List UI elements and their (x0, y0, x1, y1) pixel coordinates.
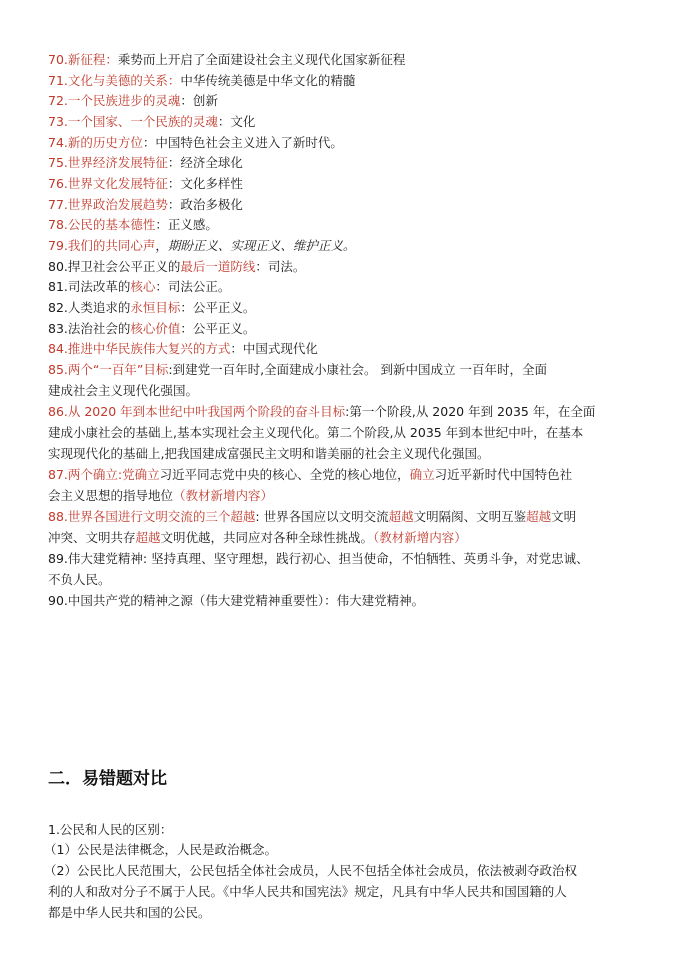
list-item (48, 71, 648, 91)
item-value: 文明隔阂、文明互鉴 (413, 509, 527, 524)
item-key: 世界经济发展特征 (67, 155, 168, 170)
item-key: 世界文化发展特征 (67, 176, 168, 191)
answer-point: （1）公民是法律概念，人民是政治概念。 (44, 842, 277, 857)
list-item (48, 277, 648, 297)
item-key: 核心价值 (130, 321, 181, 336)
list-item (48, 360, 648, 380)
list-item: 90.中国共产党的精神之源（伟大建党精神重要性）：伟大建党精神。 (48, 593, 425, 608)
list-item-cont: 实现现代化的基础上,把我国建成富强民主文明和谐美丽的社会主义现代化强国。 (48, 446, 490, 461)
item-value: ：公平正义。 (180, 321, 256, 336)
item-value: 政治多极化 (180, 197, 243, 212)
section-title: 二．易错题对比 (48, 769, 167, 789)
item-sep: ： (180, 93, 193, 108)
answer-point-cont: 利的人和敌对分子不属于人民。《中华人民共和国宪法》规定，凡具有中华人民共和国国籍的人 (48, 884, 567, 899)
list-item (48, 298, 648, 318)
item-key: 最后一道防线 (180, 259, 256, 274)
item-value: 文化 (230, 114, 256, 129)
item-number: 75. (48, 155, 68, 170)
item-number: 73. (48, 114, 68, 129)
item-key: 确立 (134, 467, 160, 482)
item-text: 82.人类追求的 (48, 300, 131, 315)
item-number: 71. (48, 73, 68, 88)
item-value: : 世界各国应以文明交流 (255, 509, 389, 524)
item-sep: ， (155, 238, 168, 253)
item-value: 文化多样性 (180, 176, 243, 191)
list-item (48, 257, 648, 277)
item-key: 文化与美德的关系 (67, 73, 168, 88)
item-key: 超越 (388, 509, 414, 524)
item-key: “一百年” (92, 362, 144, 377)
list-item (48, 507, 648, 527)
item-value: 正义感。 (167, 217, 218, 232)
note-tag: （教材新增内容） (173, 488, 274, 503)
item-number: 72. (48, 93, 68, 108)
item-key: 我们的共同心声 (67, 238, 156, 253)
list-item (48, 236, 648, 256)
item-sep: ： (217, 114, 231, 129)
list-item (48, 465, 648, 485)
item-value: :到建党一百年时,全面建成小康社会。 到新中国成立 一百年时，全面 (168, 362, 547, 377)
item-key: 确立 (409, 467, 435, 482)
item-value: 创新 (192, 93, 218, 108)
item-sep: :党 (117, 467, 135, 482)
list-item (48, 339, 648, 359)
item-value: ：司法。 (255, 259, 306, 274)
list-item (48, 50, 648, 70)
item-value: 习近平同志党中央的核心、全党的核心地位， (159, 467, 410, 482)
item-value: 经济全球化 (180, 155, 243, 170)
item-value: ：中国式现代化 (230, 341, 318, 356)
item-sep: ： (167, 73, 181, 88)
item-key: 一个国家、一个民族的灵魂 (67, 114, 218, 129)
list-item: 89.伟大建党精神: 坚持真理、坚守理想，践行初心、担当使命，不怕牺牲、英勇斗争，对党忠诚、 (48, 551, 589, 566)
item-number: 85.两个 (48, 362, 93, 377)
list-item (48, 91, 648, 111)
item-value: 习近平新时代中国特色社 (434, 467, 573, 482)
item-number: 70. (48, 52, 68, 67)
item-key: 新的历史方位 (67, 135, 143, 150)
item-value: ：司法公正。 (155, 279, 231, 294)
answer-point: （2）公民比人民范围大，公民包括全体社会成员，人民不包括全体社会成员，依法被剥夺政治权 (44, 863, 577, 878)
item-key: 87.两个确立 (48, 467, 118, 482)
item-text: 80.捍卫社会公平正义的 (48, 259, 181, 274)
list-item (48, 153, 648, 173)
item-number: 79. (48, 238, 68, 253)
item-value: ：公平正义。 (180, 300, 256, 315)
item-key: 新征程 (67, 52, 106, 67)
item-text: 83.法治社会的 (48, 321, 131, 336)
item-value: 文明 (551, 509, 577, 524)
item-sep: ： (142, 135, 156, 150)
list-item (48, 402, 648, 422)
item-value: :第一个阶段,从 2020 年到 2035 年，在全面 (345, 404, 596, 419)
item-value: 期盼正义、实现正义、维护正义。 (167, 238, 356, 253)
item-key: 86.从 2020 年到本世纪中叶我国两个阶段的奋斗目标 (48, 404, 346, 419)
item-value: 冲突、文明共存 (48, 530, 136, 545)
list-item-cont: 建成小康社会的基础上,基本实现社会主义现代化。第二个阶段,从 2035 年到本世纪中叶，在基本 (48, 425, 584, 440)
answer-point-cont: 都是中华人民共和国的公民。 (48, 905, 211, 920)
item-sep: ： (155, 217, 168, 232)
item-number: 74. (48, 135, 68, 150)
note-tag: （教材新增内容） (373, 530, 467, 545)
list-item (48, 195, 648, 215)
list-item (48, 112, 648, 132)
item-number: 77. (48, 197, 68, 212)
item-sep: ： (167, 197, 181, 212)
item-sep: ： (167, 155, 181, 170)
item-value: 会主义思想的指导地位 (48, 488, 174, 503)
item-value: 文明优越，共同应对各种全球性挑战。 (160, 530, 374, 545)
list-item-cont (48, 486, 648, 506)
item-key: 目标 (143, 362, 169, 377)
item-key: 公民的基本德性 (67, 217, 156, 232)
item-number: 78. (48, 217, 68, 232)
item-key: 一个民族进步的灵魂 (67, 93, 181, 108)
item-key: 永恒目标 (130, 300, 181, 315)
item-value: 中国特色社会主义进入了新时代。 (155, 135, 343, 150)
list-item (48, 174, 648, 194)
item-key: 88.世界各国进行文明交流的三个超越 (48, 509, 256, 524)
item-text: 81.司法改革的 (48, 279, 131, 294)
list-item (48, 133, 648, 153)
question: 1.公民和人民的区别： (48, 822, 173, 837)
item-key: 核心 (130, 279, 156, 294)
item-sep: ： (167, 176, 181, 191)
item-number: 76. (48, 176, 68, 191)
item-key: 84.推进中华民族伟大复兴的方式 (48, 341, 231, 356)
item-value: 中华传统美德是中华文化的精髓 (180, 73, 356, 88)
list-item (48, 319, 648, 339)
list-item-cont: 建成社会主义现代化强国。 (48, 383, 199, 398)
item-key: 超越 (135, 530, 161, 545)
item-value: 乘势而上开启了全面建设社会主义现代化国家新征程 (117, 52, 406, 67)
item-sep: ： (105, 52, 118, 67)
list-item-cont (48, 528, 648, 548)
list-item-cont: 不负人民。 (48, 572, 111, 587)
item-key: 世界政治发展趋势 (67, 197, 168, 212)
item-key: 超越 (526, 509, 552, 524)
list-item (48, 215, 648, 235)
